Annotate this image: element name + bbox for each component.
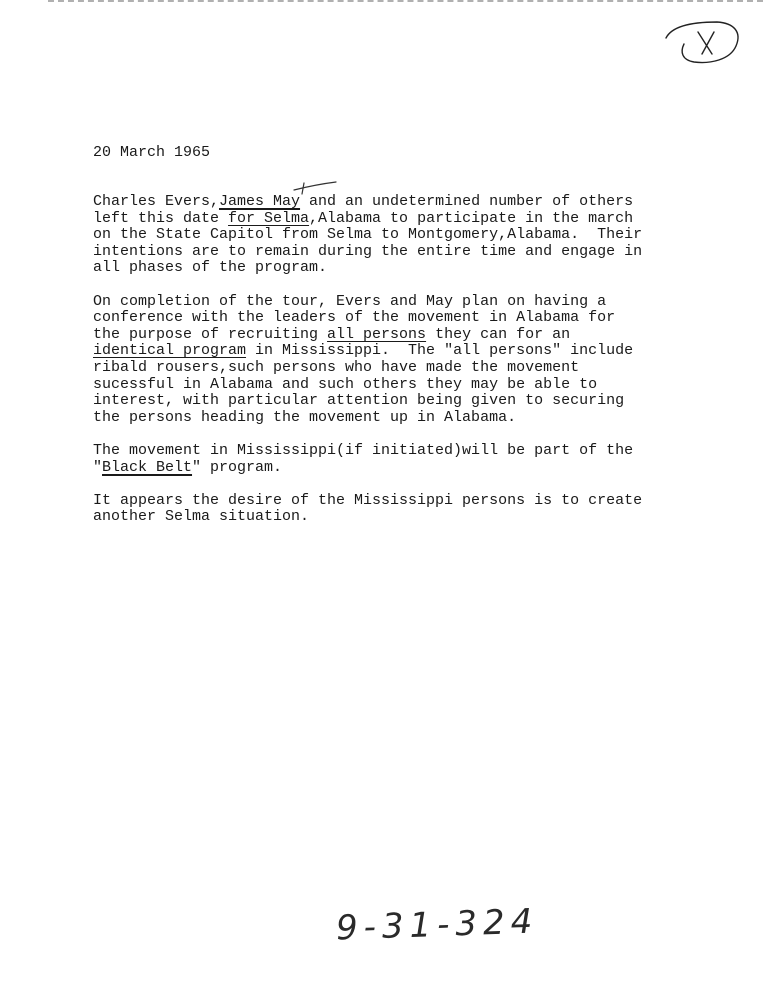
underlined-phrase: identical program (93, 342, 247, 360)
text-line: It appears the desire of the Mississippi persons is to create (93, 491, 643, 509)
text-line: On completion of the tour, Evers and May plan on having a (93, 292, 607, 310)
handwritten-file-number: 9-31-324 (335, 901, 539, 949)
text-line: interest, with particular attention being given to securing (93, 392, 625, 410)
text-line: sucessful in Alabama and such others they may be able to (93, 375, 598, 393)
text-line: left this date for Selma,Alabama to participate in the march (93, 209, 634, 227)
underlined-phrase: James May (219, 193, 301, 210)
underlined-phrase: for Selma (228, 209, 310, 227)
text-line: the purpose of recruiting all persons they can for an (93, 325, 571, 343)
paragraph (93, 294, 673, 427)
page-top-border (48, 0, 763, 2)
text-line: intentions are to remain during the entire time and engage in (93, 242, 643, 260)
text-line: Charles Evers,James May and an undetermined number of others (93, 193, 634, 210)
underlined-phrase: Black Belt (102, 458, 193, 476)
text-line: ribald rousers,such persons who have made the movement (93, 358, 580, 376)
circled-x-mark-icon (662, 18, 742, 68)
paragraph (93, 493, 673, 526)
text-line: "Black Belt" program. (93, 458, 283, 476)
text-line: the persons heading the movement up in Alabama. (93, 408, 517, 426)
paragraph (93, 443, 673, 476)
text-line: all phases of the program. (93, 259, 328, 277)
text-line: The movement in Mississippi(if initiated)will be part of the (93, 441, 634, 459)
text-line: another Selma situation. (93, 508, 310, 526)
text-line: conference with the leaders of the movement in Alabama for (93, 309, 616, 327)
document-body (93, 194, 673, 542)
text-line: identical program in Mississippi. The "all persons" include (93, 342, 634, 360)
underlined-phrase: all persons (327, 325, 427, 343)
text-line: on the State Capitol from Selma to Montgomery,Alabama. Their (93, 226, 643, 244)
paragraph (93, 194, 673, 277)
document-date: 20 March 1965 (93, 144, 211, 161)
